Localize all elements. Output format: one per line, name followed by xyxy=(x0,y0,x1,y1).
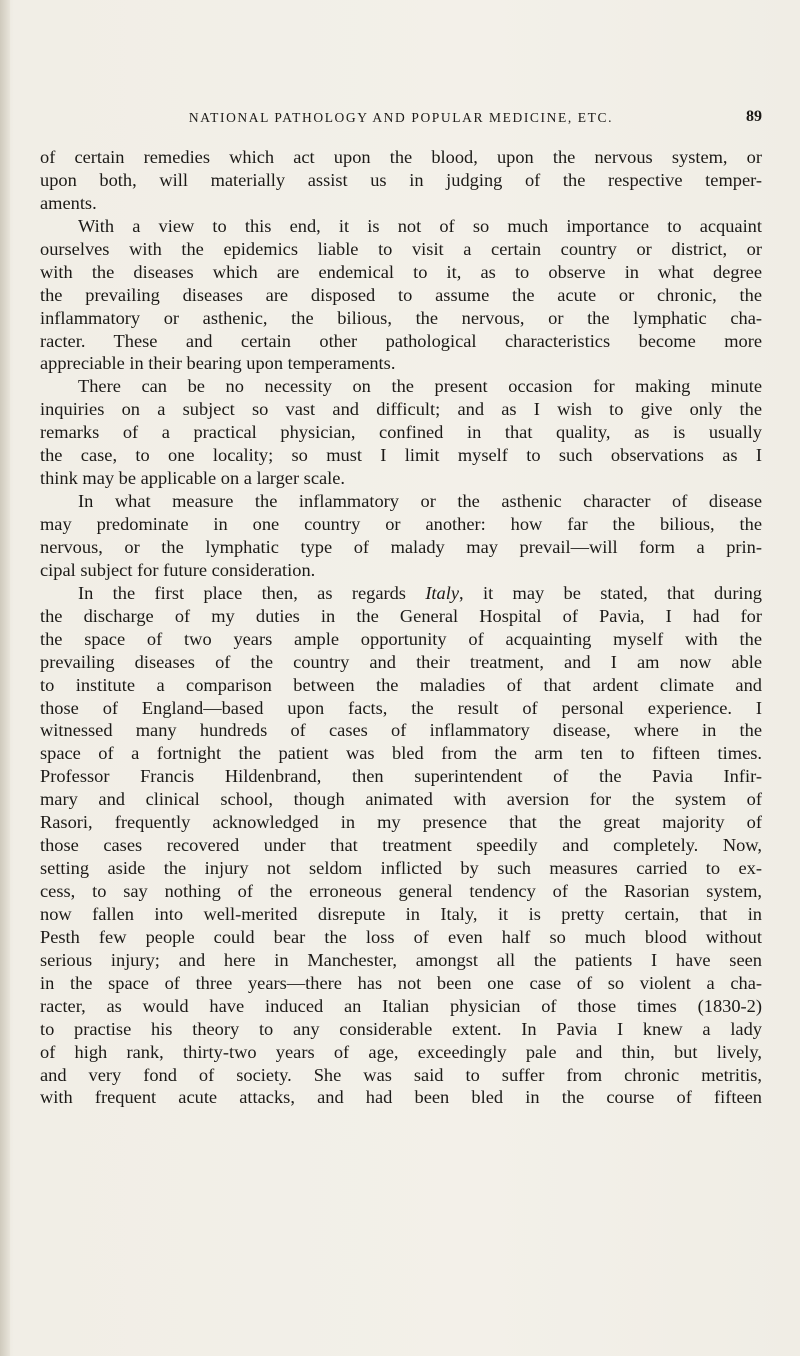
text-line: space of a fortnight the patient was bled from the arm ten to fifteen times. xyxy=(40,743,762,764)
text-line: of high rank, thirty-two years of age, exceedingly pale and thin, but lively, xyxy=(40,1041,762,1062)
text-line: with frequent acute attacks, and had been bled in the course of fifteen xyxy=(40,1087,762,1108)
text-line: mary and clinical school, though animated with aversion for the system of xyxy=(40,789,762,810)
text-line: witnessed many hundreds of cases of inflammatory disease, where in the xyxy=(40,720,762,741)
text-line: racter, as would have induced an Italian physician of those times (1830-2) xyxy=(40,995,762,1016)
text-line: with the diseases which are endemical to it, as to observe in what degree xyxy=(40,261,762,282)
page-number: 89 xyxy=(746,108,762,125)
text-line: cipal subject for future consideration. xyxy=(40,559,316,580)
text-line: those of England—based upon facts, the result of personal experience. I xyxy=(40,697,762,718)
italic-word: Italy xyxy=(425,582,460,603)
text-line: inquiries on a subject so vast and difficult; and as I wish to give only the xyxy=(40,399,762,420)
text-line: prevailing diseases of the country and their treatment, and I am now able xyxy=(40,651,762,672)
text-line: may predominate in one country or another: how far the bilious, the xyxy=(40,514,762,534)
text-line: There can be no necessity on the present occasion for making minute xyxy=(78,376,762,397)
text-line: appreciable in their bearing upon temperaments. xyxy=(40,353,396,374)
text-line: In the first place then, as regards Italy, it may be stated, that during xyxy=(78,582,762,603)
text-line: the prevailing diseases are disposed to assume the acute or chronic, the xyxy=(40,284,762,305)
text-line: now fallen into well-merited disrepute in Italy, it is pretty certain, that in xyxy=(40,903,762,924)
page-spine-shadow xyxy=(0,0,10,1356)
text-line: inflammatory or asthenic, the bilious, the nervous, or the lymphatic cha- xyxy=(40,307,762,328)
text-line: upon both, will materially assist us in judging of the respective temper- xyxy=(40,169,762,190)
text-line: ourselves with the epidemics liable to visit a certain country or district, or xyxy=(40,238,762,259)
running-title: NATIONAL PATHOLOGY AND POPULAR MEDICINE, ETC. xyxy=(188,110,614,125)
body-text xyxy=(40,146,762,1109)
text-line: Rasori, frequently acknowledged in my presence that the great majority of xyxy=(40,812,762,833)
text-line: racter. These and certain other pathological characteristics become more xyxy=(40,330,762,351)
text-line: Professor Francis Hildenbrand, then superintendent of the Pavia Infir- xyxy=(40,766,762,787)
text-line: In what measure the inflammatory or the asthenic character of disease xyxy=(78,491,762,512)
running-header xyxy=(40,108,762,132)
text-line: the space of two years ample opportunity of acquainting myself with the xyxy=(40,628,762,649)
text-line: aments. xyxy=(40,192,97,213)
text-line: remarks of a practical physician, confined in that quality, as is usually xyxy=(40,422,762,443)
text-line: nervous, or the lymphatic type of malady may prevail—will form a prin- xyxy=(40,536,762,557)
text-line: to practise his theory to any considerable extent. In Pavia I knew a lady xyxy=(40,1018,762,1039)
text-line: think may be applicable on a larger scale. xyxy=(40,468,346,489)
text-line: Pesth few people could bear the loss of even half so much blood without xyxy=(40,926,762,947)
text-line: serious injury; and here in Manchester, amongst all the patients I have seen xyxy=(40,949,762,970)
text-line: setting aside the injury not seldom inflicted by such measures carried to ex- xyxy=(40,858,762,879)
text-line: to institute a comparison between the maladies of that ardent climate and xyxy=(40,674,762,695)
text-line: in the space of three years—there has not been one case of so violent a cha- xyxy=(40,972,762,993)
text-line: the discharge of my duties in the General Hospital of Pavia, I had for xyxy=(40,605,762,626)
text-line: cess, to say nothing of the erroneous general tendency of the Rasorian system, xyxy=(40,881,762,901)
text-line: of certain remedies which act upon the blood, upon the nervous system, or xyxy=(40,147,762,167)
text-line: those cases recovered under that treatment speedily and completely. Now, xyxy=(40,835,762,856)
text-line: With a view to this end, it is not of so much importance to acquaint xyxy=(78,215,762,236)
text-line: and very fond of society. She was said to suffer from chronic metritis, xyxy=(40,1064,762,1085)
text-line: the case, to one locality; so must I limit myself to such observations as I xyxy=(40,445,762,466)
